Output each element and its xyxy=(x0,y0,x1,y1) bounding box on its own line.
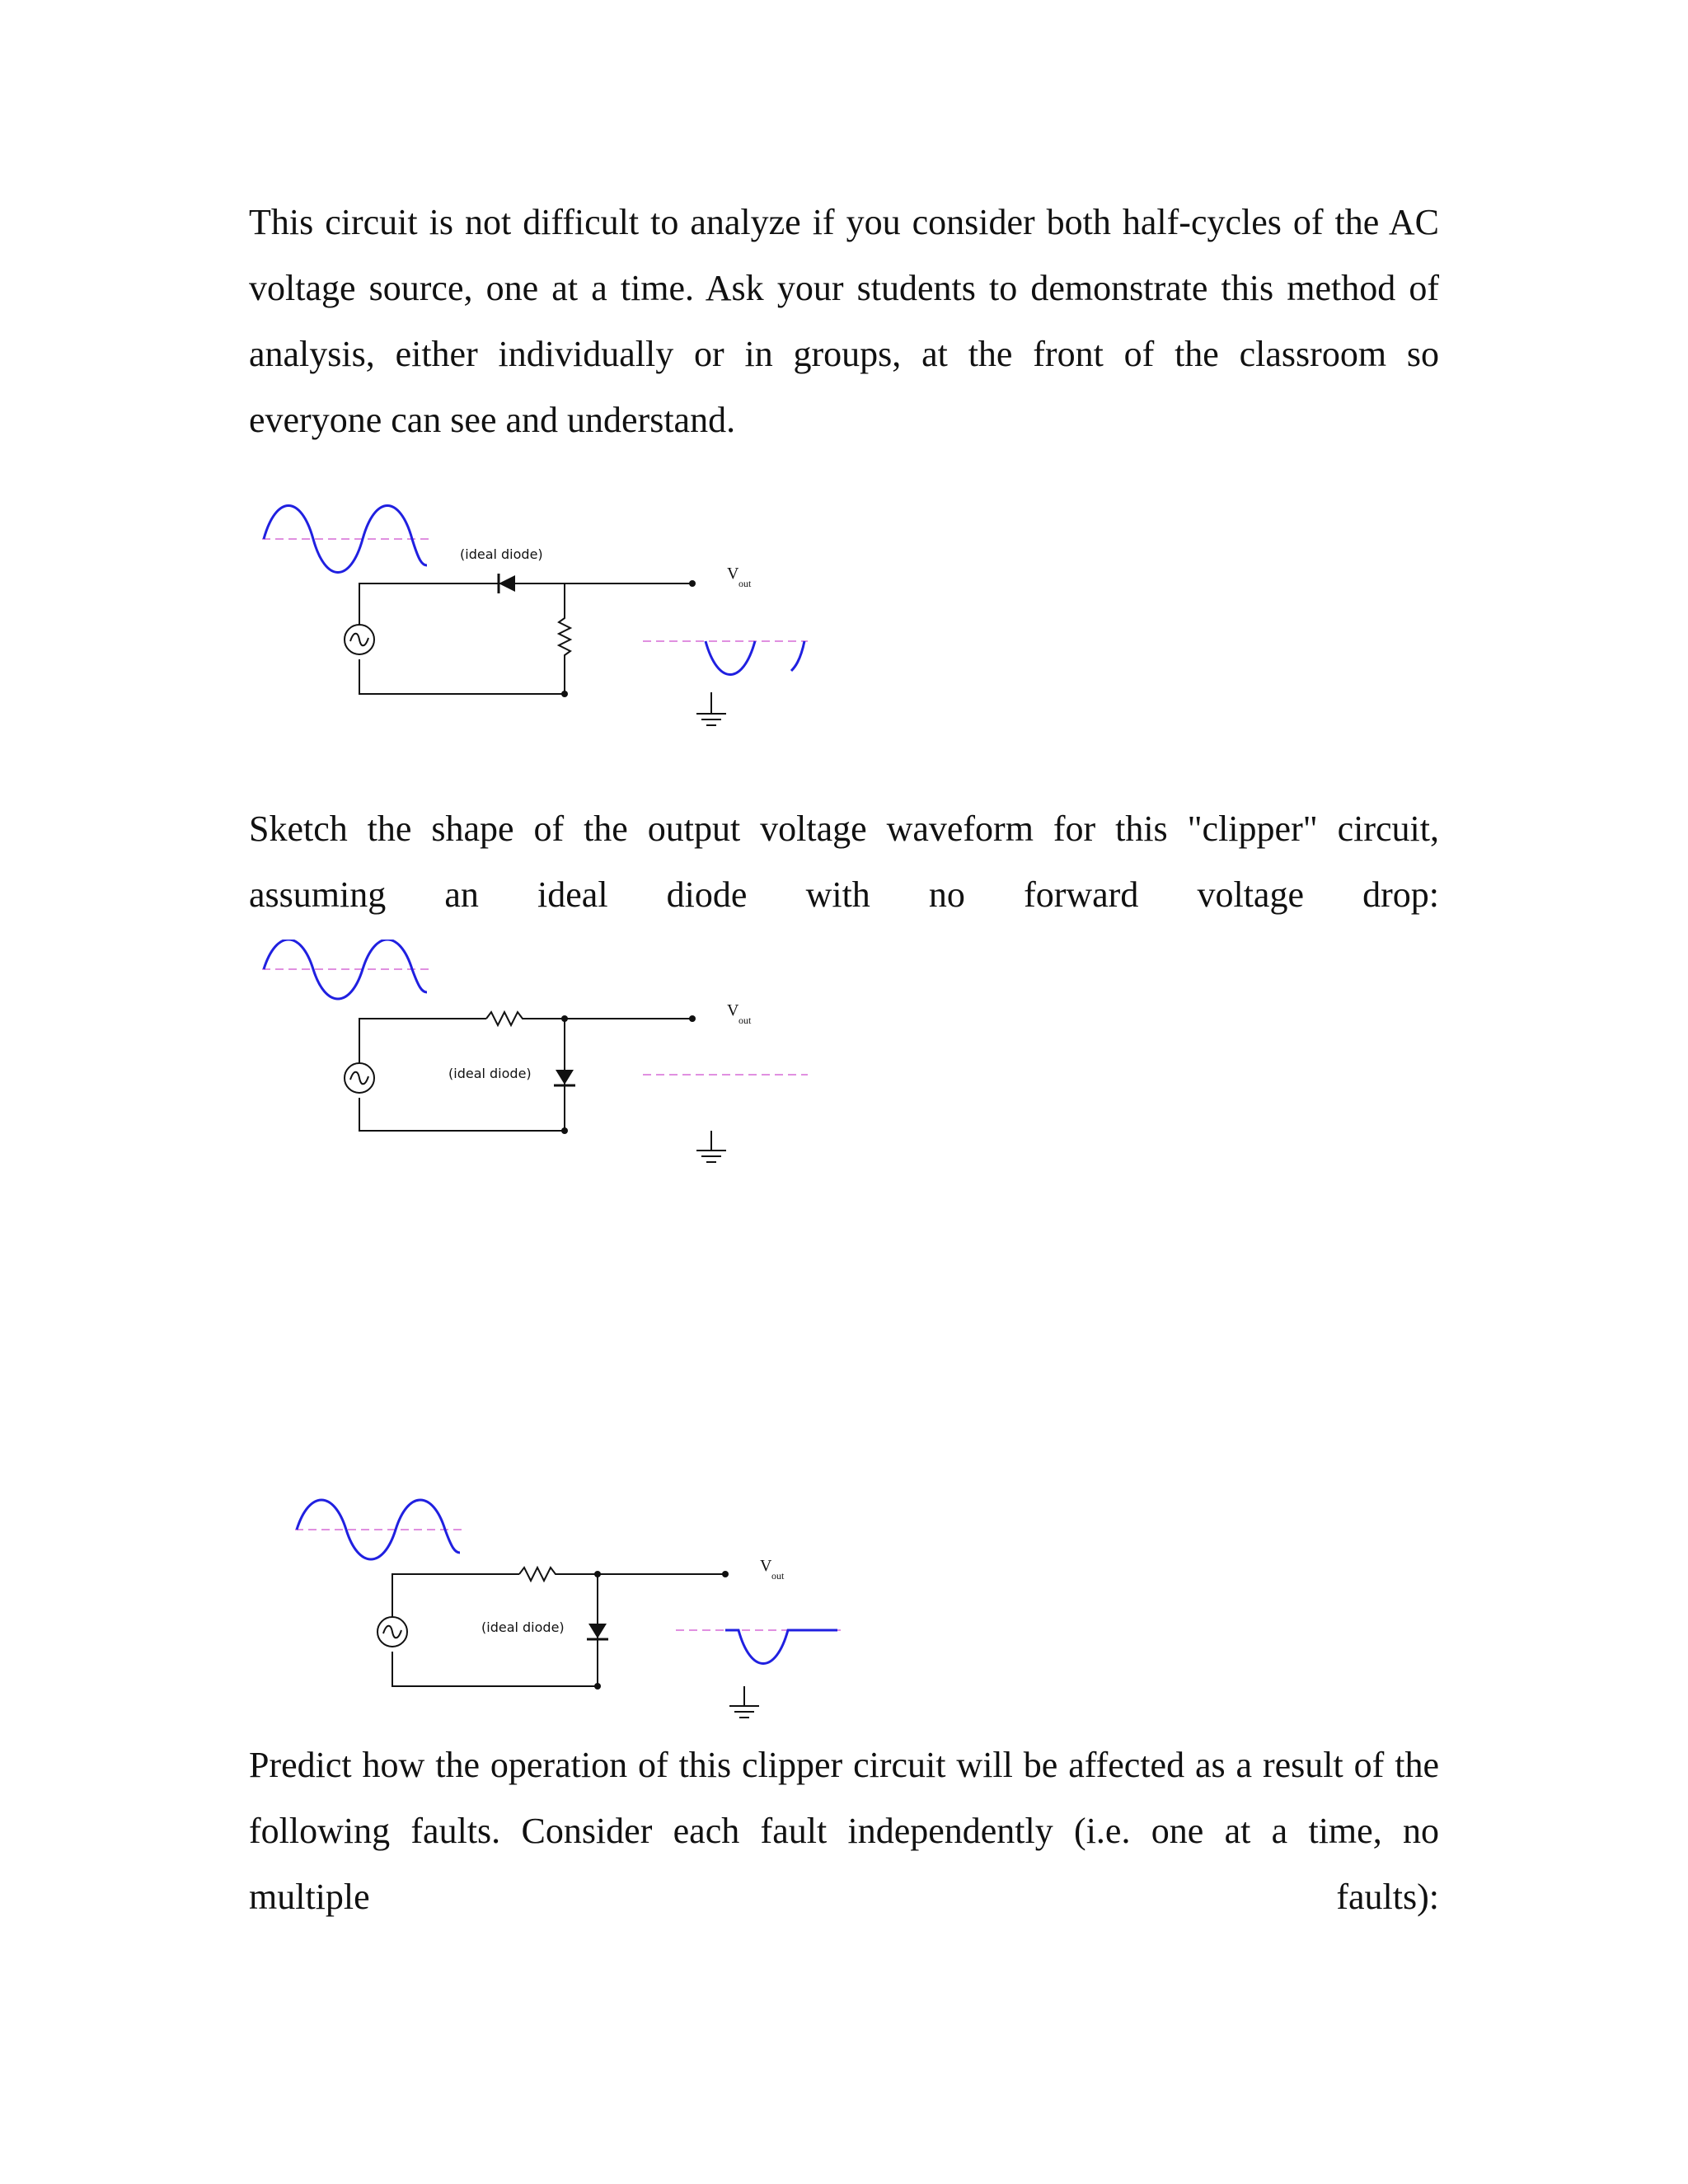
diode-label: (ideal diode) xyxy=(460,546,543,562)
vout-terminal xyxy=(689,580,696,587)
ground-icon xyxy=(729,1686,759,1718)
shunt-clipper-answer-diagram xyxy=(280,1492,857,1739)
diode-icon xyxy=(554,1070,575,1085)
vout-terminal xyxy=(722,1571,729,1577)
figure-shunt-clipper-question xyxy=(247,940,824,1187)
diode-label: (ideal diode) xyxy=(448,1066,532,1081)
output-wave xyxy=(706,641,804,675)
shunt-clipper-question-diagram xyxy=(247,940,824,1187)
output-wave xyxy=(725,1630,837,1664)
svg-text:out: out xyxy=(738,1015,752,1026)
top-wire xyxy=(359,583,692,635)
vout-terminal xyxy=(689,1015,696,1022)
paragraph-sketch-question: Sketch the shape of the output voltage waveform for this "clipper" circuit, assuming an ideal diode with no forward voltage drop: xyxy=(249,808,1439,915)
svg-text:out: out xyxy=(738,578,752,589)
diode-icon xyxy=(587,1624,608,1639)
vout-label: V xyxy=(727,565,739,583)
resistor-icon xyxy=(559,583,570,694)
bottom-wire xyxy=(359,659,565,694)
paragraph-fault-prediction: Predict how the operation of this clipper circuit will be affected as a result of the following faults. Consider each fault independently (i.e. one at a time, no multiple faults): xyxy=(249,1745,1439,1917)
figure-series-clipper xyxy=(247,494,824,742)
ground-icon xyxy=(696,1131,726,1162)
figure-shunt-clipper-answer xyxy=(280,1492,857,1739)
vout-label: V xyxy=(727,1001,739,1019)
diode-icon xyxy=(499,574,515,593)
paragraph-analysis-hint: This circuit is not difficult to analyze if you consider both half-cycles of the AC voltage source, one at a time. Ask your students to demonstrate this method of analysis, either individually or in groups, at the front of the classroom so everyone can see and understand. xyxy=(249,202,1439,440)
vout-label: V xyxy=(760,1557,772,1575)
resistor-icon xyxy=(519,1568,725,1581)
ground-icon xyxy=(696,692,726,725)
resistor-icon xyxy=(486,1012,692,1025)
series-clipper-diagram xyxy=(247,494,824,742)
svg-text:out: out xyxy=(771,1570,785,1582)
diode-label: (ideal diode) xyxy=(481,1619,565,1635)
